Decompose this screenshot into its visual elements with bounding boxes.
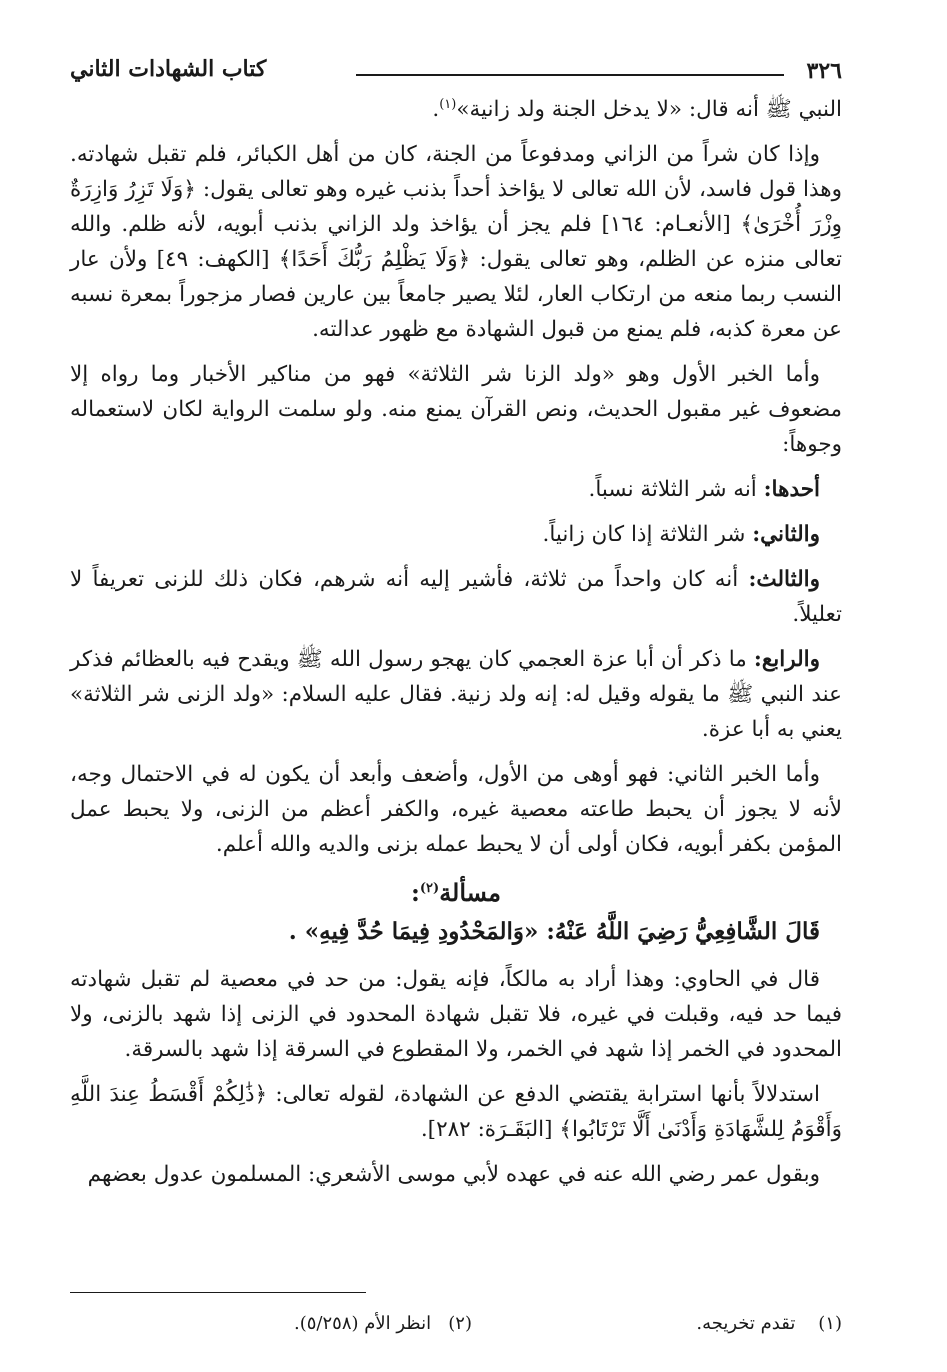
item-3 [70,562,842,632]
item-2-text: شر الثلاثة إذا كان زانياً. [542,522,753,547]
item-2 [70,517,842,552]
header-rule [356,74,784,76]
item-3-text: أنه كان واحداً من ثلاثة، فأشير إليه أنه شرهم، فكان ذلك للزنى تعريفاً لا تعليلاً. [70,567,842,627]
footnote-ref-2: (٢) [419,881,440,896]
page-body [70,92,842,1192]
item-4-text: ما ذكر أن أبا عزة العجمي كان يهجو رسول الله ﷺ ويقدح فيه بالعظائم فذكر عند النبي ﷺ ما يقوله وقيل له: إنه ولد زنية. فقال عليه السلام: «ولد الزنى شر الثلاثة» يعني به أبا عزة. [70,647,842,742]
paragraph-2: وإذا كان شراً من الزاني ومدفوعاً من الجنة، كان من أهل الكبائر، فلم تقبل شهادته. وهذا قول فاسد، لأن الله تعالى لا يؤاخذ أحداً بذنب غيره وهو تعالى يقول: ﴿وَلَا تَزِرُ وَازِرَةٌ وِزْرَ أُخْرَىٰ﴾ [الأنعـام: ١٦٤] فلم يجز أن يؤاخذ ولد الزاني بذنب أبويه، لأنه ظلم. والله تعالى منزه عن الظلم، وهو تعالى يقول: ﴿وَلَا يَظْلِمُ رَبُّكَ أَحَدًا﴾ [الكهف: ٤٩] ولأن عار النسب ربما منعه من ارتكاب العار، لئلا يصير جامعاً بين عارين فصار مزجوراً بمعرة نسبه عن معرة كذبه، فلم يمنع من قبول الشهادة مع ظهور عدالته. [70,142,842,342]
masala-heading [70,874,842,912]
footnote-ref-1: (١) [439,96,457,112]
paragraph-3: وأما الخبر الأول وهو «ولد الزنا شر الثلاثة» فهو من مناكير الأخبار وما رواه إلا مضعوف غير مقبول الحديث، ونص القرآن يمنع منه. ولو سلمت الرواية لكان لاستعماله وجوهاً: [70,362,842,457]
masala-colon: : [411,878,420,907]
footnotes [70,1310,842,1340]
footnote-2 [294,1310,472,1338]
footnote-2-number: (٢) [448,1313,472,1334]
item-3-label: والثالث: [748,567,820,592]
shafii-quote: قَالَ الشَّافِعِيُّ رَضِيَ اللَّهُ عَنْهُ: «وَالمَحْدُودِ فِيمَا حُدَّ فِيهِ» . [288,918,820,945]
footnote-1 [696,1310,842,1338]
page-number: ٣٢٦ [806,58,842,84]
footnote-1-text: تقدم تخريجه. [696,1313,796,1334]
item-4-label: والرابع: [753,647,820,672]
paragraph-5: قال في الحاوي: وهذا أراد به مالكاً، فإنه يقول: من حد في معصية لم تقبل شهادته فيما حد فيه، وقبلت في غيره، فلا تقبل شهادة المحدود في الزنى إذا شهد بالزنى، ولا المحدود في الخمر إذا شهد في الخمر، ولا المقطوع في السرقة إذا شهد بالسرقة. [70,967,842,1062]
running-header [70,52,842,92]
footnote-1-number: (١) [818,1313,842,1334]
paragraph-1: النبي ﷺ أنه قال: «لا يدخل الجنة ولد زانية»$^{(١)}$. [432,96,842,122]
footnote-2-text: انظر الأم (٥/٢٥٨). [294,1313,432,1334]
item-2-label: والثاني: [752,522,820,547]
item-4 [70,642,842,747]
item-1-text: أنه شر الثلاثة نسباً. [588,477,764,502]
book-page [70,52,842,1352]
footnote-rule [70,1292,366,1293]
book-title: كتاب الشهادات الثاني [70,56,267,82]
paragraph-1-text: النبي ﷺ أنه قال: «لا يدخل الجنة ولد زانية» [456,97,842,122]
item-1 [70,472,842,507]
paragraph-6: استدلالاً بأنها استرابة يقتضي الدفع عن الشهادة، لقوله تعالى: ﴿ذَٰلِكُمْ أَقْسَطُ عِندَ اللَّهِ وَأَقْوَمُ لِلشَّهَادَةِ وَأَدْنَىٰ أَلَّا تَرْتَابُوا﴾ [البَقَـرَة: ٢٨٢]. [70,1082,842,1142]
paragraph-7: وبقول عمر رضي الله عنه في عهده لأبي موسى الأشعري: المسلمون عدول بعضهم [87,1162,820,1187]
masala-title: مسألة [439,878,501,907]
item-1-label: أحدها: [763,477,820,502]
paragraph-4: وأما الخبر الثاني: فهو أوهى من الأول، وأضعف وأبعد أن يكون له في الاحتمال وجه، لأنه لا يجوز أن يحبط طاعته معصية غيره، والكفر أعظم من الزنى، ولا يحبط عمل المؤمن بكفر أبويه، فكان أولى أن لا يحبط عمله بزنى والديه والله أعلم. [70,762,842,857]
